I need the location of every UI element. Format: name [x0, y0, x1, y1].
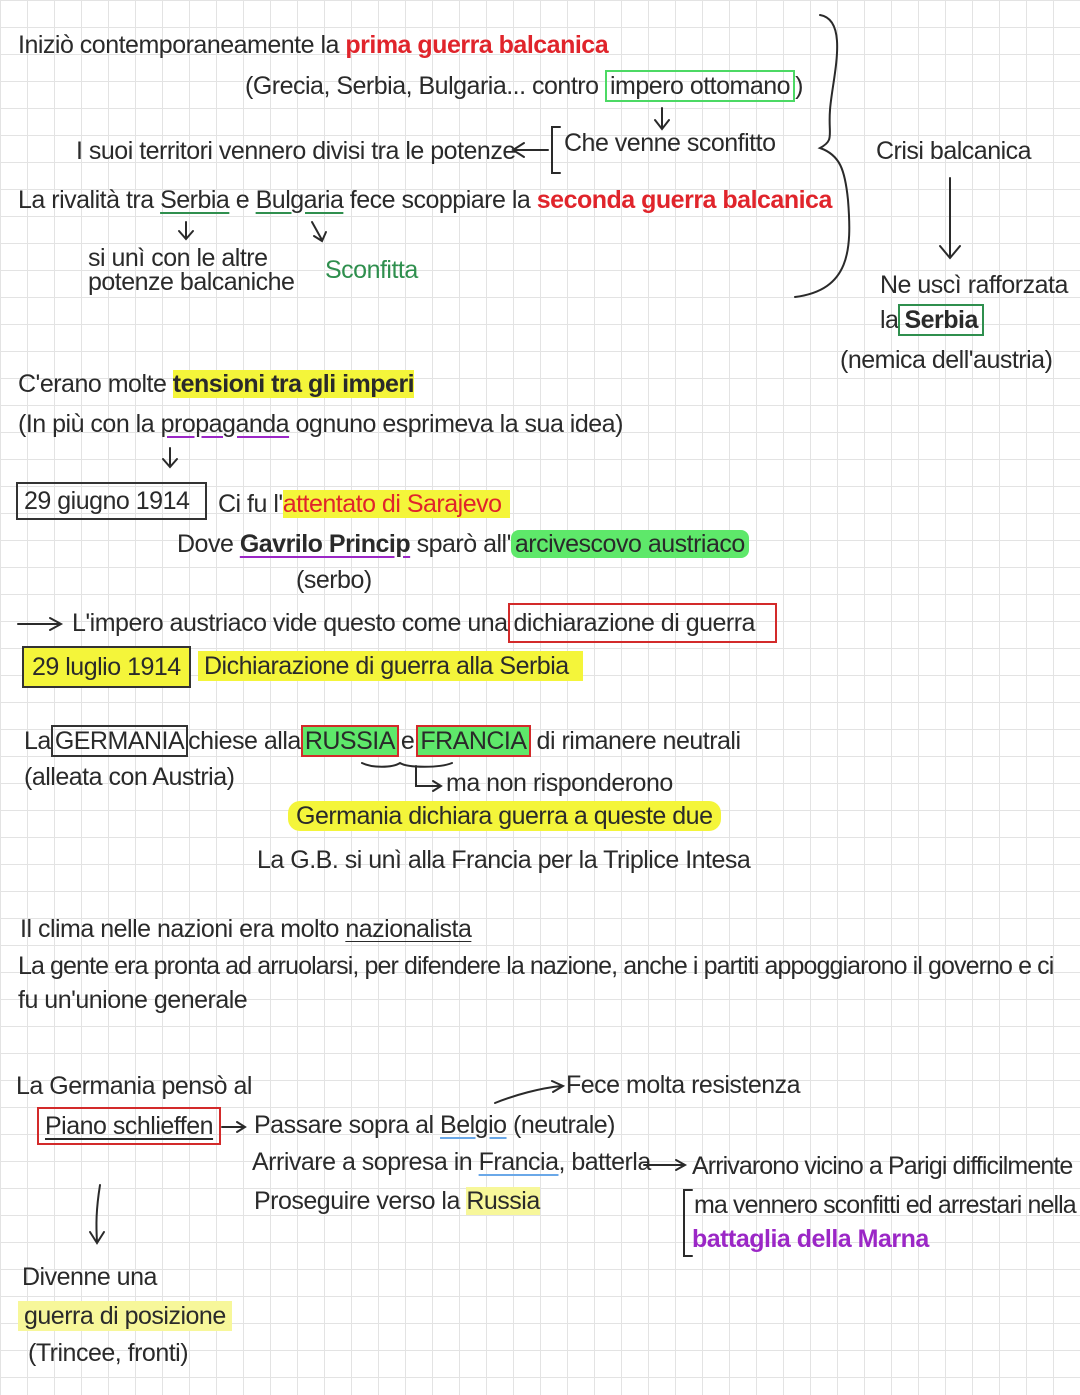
propaganda-word: propaganda — [160, 410, 290, 438]
text: C'erano molte — [18, 370, 173, 398]
line-princip — [177, 529, 749, 559]
battaglia-marna: battaglia della Marna — [692, 1225, 929, 1253]
sconfitta-label: Sconfitta — [325, 256, 418, 284]
impero-ottomano-box: impero ottomano — [605, 70, 795, 102]
text: Proseguire verso la — [254, 1187, 467, 1215]
non-risposero: ma non risponderono — [446, 769, 673, 797]
text: ognuno esprimeva la sua idea) — [289, 410, 623, 438]
text: di rimanere neutrali — [536, 727, 741, 755]
alleata-austria: (alleata con Austria) — [24, 763, 235, 791]
piano-schlieffen: Piano schlieffen — [37, 1107, 221, 1145]
bulgaria-word: Bulgaria — [255, 186, 344, 214]
serbia-word: Serbia — [160, 186, 230, 214]
text: Passare sopra al — [254, 1111, 441, 1139]
seconda-guerra-balcanica: seconda guerra balcanica — [536, 186, 832, 214]
line-unione: fu un'unione generale — [18, 986, 248, 1014]
text: Ci fu l' — [218, 490, 283, 518]
serbia-box: Serbia — [898, 304, 983, 336]
passare-belgio — [254, 1110, 615, 1140]
text: e — [400, 727, 415, 755]
line-rivalita — [18, 185, 832, 215]
fece-resistenza: Fece molta resistenza — [566, 1071, 801, 1099]
line-tensioni — [18, 369, 414, 399]
crisi-balcanica: Crisi balcanica — [876, 137, 1032, 165]
serbo-label: (serbo) — [296, 566, 372, 594]
line-si-uni-2: potenze balcaniche — [88, 268, 295, 296]
text: fece scoppiare la — [343, 186, 537, 214]
text: L'impero austriaco vide questo come una — [72, 609, 508, 637]
proseguire-russia — [254, 1186, 540, 1216]
attentato-sarajevo: attentato di Sarajevo — [283, 490, 510, 518]
line-prima-guerra — [18, 30, 608, 60]
arrivare-francia — [252, 1147, 651, 1177]
tensioni-highlight: tensioni tra gli imperi — [172, 370, 415, 398]
prima-guerra-balcanica: prima guerra balcanica — [345, 31, 609, 59]
line-germania — [24, 726, 741, 756]
francia-word: Francia — [478, 1148, 559, 1176]
dichiarazione-box: dichiarazione di guerra — [508, 603, 777, 643]
text: ) — [795, 72, 803, 100]
date-29-luglio: 29 luglio 1914 — [22, 646, 191, 688]
line-si-uni-1: si unì con le altre — [88, 244, 268, 272]
line-attentato — [218, 489, 510, 519]
la-serbia — [880, 305, 984, 335]
germania-penso: La Germania pensò al — [16, 1072, 252, 1100]
line-territori: I suoi territori vennero divisi tra le potenze — [76, 137, 516, 165]
guerra-posizione: guerra di posizione — [18, 1301, 232, 1331]
text: Il clima nelle nazioni era molto — [20, 915, 346, 943]
text: La rivalità tra — [18, 186, 161, 214]
belgio-word: Belgio — [440, 1111, 507, 1139]
text: sparò all' — [410, 530, 511, 558]
vennero-sconfitti: ma vennero sconfitti ed arrestari nella — [694, 1191, 1076, 1219]
text: e — [229, 186, 256, 214]
date-29-giugno: 29 giugno 1914 — [16, 482, 207, 520]
line-impero-austriaco — [72, 608, 777, 638]
text: , batterla — [558, 1148, 651, 1176]
ne-usci: Ne uscì rafforzata — [880, 271, 1068, 299]
dichiarazione-serbia: Dichiarazione di guerra alla Serbia — [198, 651, 583, 681]
text: Arrivare a sopresa in — [252, 1148, 479, 1176]
text: la — [880, 306, 899, 334]
arrivarono-parigi: Arrivarono vicino a Parigi difficilmente — [692, 1152, 1073, 1180]
trincee-fronti: (Trincee, fronti) — [28, 1339, 189, 1367]
text: Dove — [177, 530, 240, 558]
francia-box: FRANCIA — [416, 725, 530, 757]
gavrilo-princip: Gavrilo Princip — [239, 530, 411, 558]
line-clima — [20, 914, 471, 944]
text: (neutrale) — [506, 1111, 615, 1139]
nemica-austria: (nemica dell'austria) — [840, 346, 1053, 374]
divenne-una: Divenne una — [22, 1263, 157, 1291]
text: (In più con la — [18, 410, 161, 438]
arcivescovo-highlight: arcivescovo austriaco — [511, 530, 749, 558]
germania-dichiara: Germania dichiara guerra a queste due — [288, 801, 721, 831]
gb-intesa: La G.B. si unì alla Francia per la Triplice Intesa — [257, 846, 751, 874]
russia-word: Russia — [466, 1187, 540, 1215]
text: Iniziò contemporaneamente la — [18, 31, 346, 59]
text: La — [24, 727, 51, 755]
nazionalista-word: nazionalista — [345, 915, 472, 943]
russia-box: RUSSIA — [301, 725, 399, 757]
line-paesi — [245, 71, 803, 101]
line-sconfitto: Che venne sconfitto — [564, 129, 776, 157]
text: (Grecia, Serbia, Bulgaria... contro — [245, 72, 605, 100]
line-propaganda — [18, 409, 623, 439]
text: chiese alla — [188, 727, 301, 755]
line-gente: La gente era pronta ad arruolarsi, per difendere la nazione, anche i partiti appoggiarono il governo e ci — [18, 952, 1054, 980]
germania-box: GERMANIA — [51, 725, 188, 757]
